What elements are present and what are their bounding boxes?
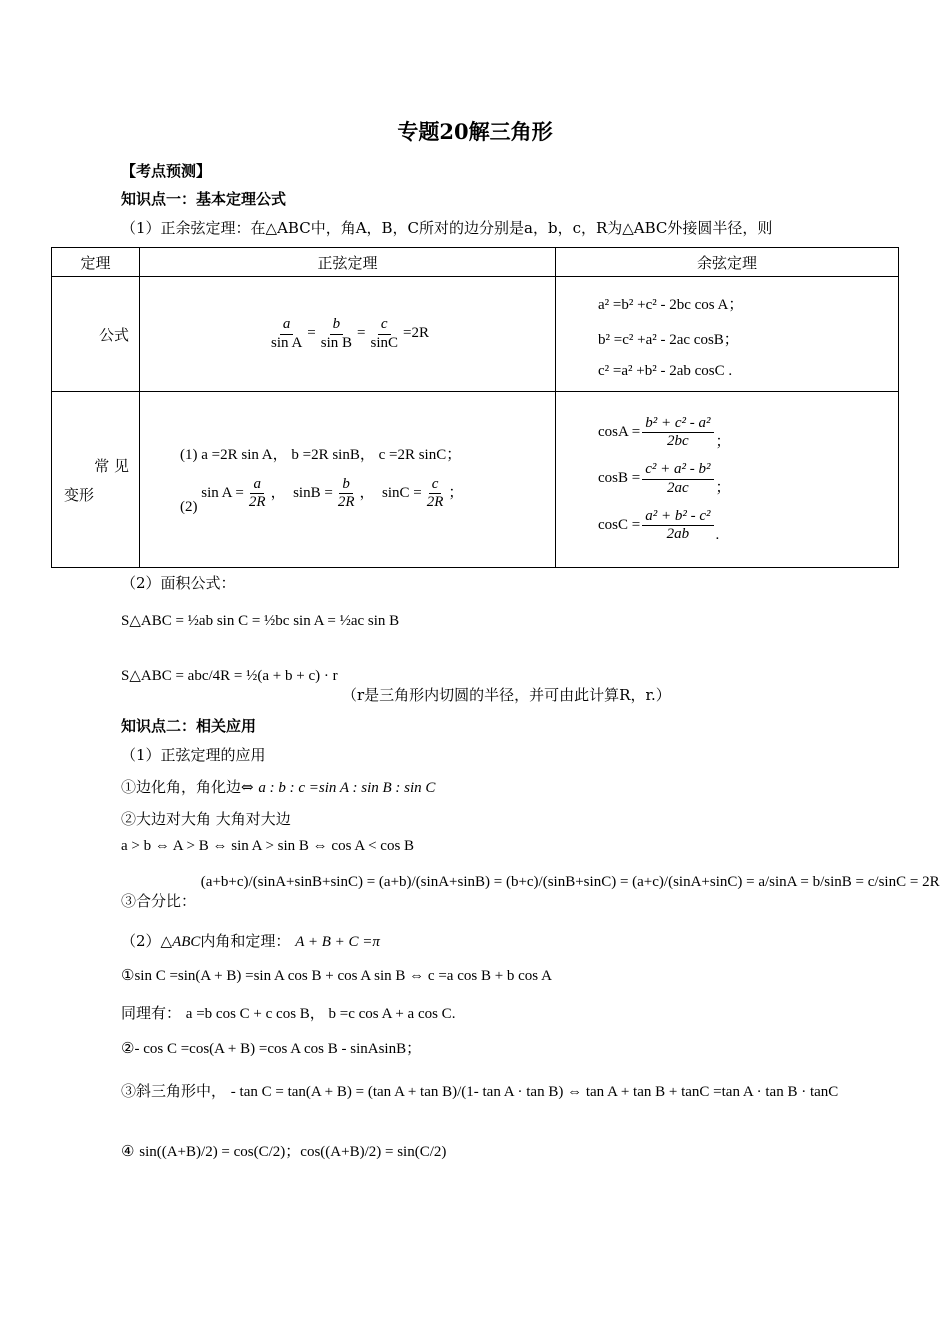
sine-variant-1: (1) a =2R sin A， b =2R sinB， c =2R sinC；: [180, 446, 462, 463]
header-theorem: 定理: [52, 248, 140, 277]
page-title: 专题20解三角形: [397, 119, 553, 144]
item-2: ②大边对大角 大角对大边: [121, 810, 291, 828]
identity-3: ③斜三角形中， - tan C = tan(A + B) = (tan A + tan B)/(1- tan A · tan B) ⇔ tan A + tan B + tanC =tan A · tan B · tanC: [121, 1082, 839, 1100]
header-sine-law: 正弦定理: [140, 248, 556, 277]
sine-law-formula: $\frac{a}{\text{sin A}}$ = $\frac{b}{\text{sin B}}$ = $\frac{c}{\sin C}$ =2R: [140, 277, 556, 392]
kp2-heading: 知识点二：相关应用: [121, 717, 257, 735]
item-3: ③合分比： (a+b+c)/(sinA+sinB+sinC) = (a+b)/(sinA+sinB) = (b+c)/(sinB+sinC) = (a+c)/(sinA+sinC) = a/sinA = b/sinB = c/sinC = 2R: [121, 874, 940, 910]
area-formula-1: S△ABC = ½ab sin C = ½bc sin A = ½ac sin B: [121, 613, 400, 629]
row-formula-label: 公式: [52, 277, 140, 392]
kp1-intro: （1）正余弦定理：在△ABC中，角A，B，C所对的边分别是a，b，c，R为△ABC外接圆半径，则: [121, 219, 773, 237]
cosine-formula-b: b² =c² +a² - 2ac cosB；: [598, 331, 739, 348]
sine-law-variants: [140, 392, 556, 568]
cosine-law-variants: [556, 392, 899, 568]
kp2-sub1: （1）正弦定理的应用: [121, 746, 266, 764]
kp1-heading: 知识点一：基本定理公式: [121, 190, 287, 208]
identity-1: ①sin C =sin(A + B) =sin A cos B + cos A sin B ⇔ c =a cos B + b cos A: [121, 966, 552, 984]
cosine-law-formulas: [556, 277, 899, 392]
theorem-table: [51, 247, 899, 568]
row-variant-label: 常 见 变形: [52, 392, 140, 568]
item-2-math: a > b ⇔ A > B ⇔ sin A > sin B ⇔ cos A < cos B: [121, 838, 415, 854]
cosine-formula-c: c² =a² +b² - 2ab cosC .: [598, 362, 733, 379]
area-formula-2: S△ABC = abc/4R = ½(a + b + c) · r: [121, 668, 338, 684]
item-1: ①边化角，角化边⇔ a : b : c =sin A : sin B : sin C: [121, 778, 436, 796]
identity-1b: 同理有： a =b cos C + c cos B， b =c cos A + a cos C.: [121, 1004, 456, 1022]
cos-variant-a: cosA = $\frac{\text{b² + c² - a²}}{2bc}$ ；: [598, 415, 731, 451]
identity-4: ④ sin((A+B)/2) = cos(C/2)；cos((A+B)/2) = sin(C/2): [121, 1142, 447, 1160]
prediction-header: 【考点预测】: [121, 162, 212, 180]
identity-2: ②- cos C =cos(A + B) =cos A cos B - sinAsinB；: [121, 1039, 422, 1057]
area-note: （r是三角形内切圆的半径，并可由此计算R，r.）: [342, 686, 671, 704]
cosine-formula-a: a² =b² +c² - 2bc cos A；: [598, 296, 744, 313]
cos-variant-b: cosB = $\frac{\text{c² + a² - b²}}{2ac}$ ；: [598, 461, 731, 497]
angle-sum-theorem: （2）△ABC内角和定理： A + B + C =π: [121, 932, 380, 950]
sine-variant-2: (2) sin A = $\frac{a}{2R}$ ， sinB = $\frac{b}{2R}$ ， sinC = $\frac{c}{2R}$ ；: [180, 475, 464, 516]
cos-variant-c: cosC = $\frac{\text{a² + b² - c²}}{2ab}$ .: [598, 507, 720, 543]
area-heading: （2）面积公式：: [121, 574, 236, 592]
header-cosine-law: 余弦定理: [556, 248, 899, 277]
